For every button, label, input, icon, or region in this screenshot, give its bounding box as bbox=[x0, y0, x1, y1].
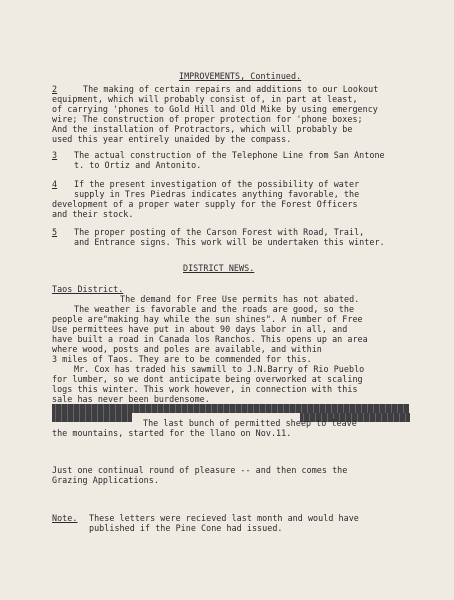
news-line-3: people are"making hay while the sun shines". A number of Free bbox=[52, 314, 363, 324]
item-5-line-1: The proper posting of the Carson Forest with Road, Trail, bbox=[74, 227, 365, 237]
sheep-line-2: the mountains, started for the llano on Nov.11. bbox=[52, 428, 292, 438]
item-4-line-4: and their stock. bbox=[52, 209, 134, 219]
improvements-heading: IMPROVEMENTS, Continued. bbox=[179, 71, 302, 81]
item-4-number: 4 bbox=[52, 179, 58, 189]
item-2-line-5: And the installation of Protractors, which will probably be bbox=[52, 124, 353, 134]
item-3-line-2: t. to Ortiz and Antonito. bbox=[74, 160, 202, 170]
item-4-line-1: If the present investigation of the possibility of water bbox=[74, 179, 360, 189]
item-2-line-3: of carrying 'phones to Gold Hill and Old Mike by using emergency bbox=[52, 104, 378, 114]
redacted-line-1 bbox=[52, 404, 409, 413]
item-4-line-3: development of a proper water supply for the Forest Officers bbox=[52, 199, 358, 209]
news-line-9: for lumber, so we dont anticipate being overworked at scaling bbox=[52, 374, 363, 384]
news-line-1: The demand for Free Use permits has not abated. bbox=[120, 294, 360, 304]
news-line-8: Mr. Cox has traded his sawmill to J.N.Barry of Rio Pueblo bbox=[74, 364, 365, 374]
district-news-heading: DISTRICT NEWS. bbox=[183, 263, 255, 273]
redacted-line-2a bbox=[52, 413, 132, 422]
news-line-10: logs this winter. This work however, in connection with this bbox=[52, 384, 358, 394]
item-3-number: 3 bbox=[52, 150, 58, 160]
news-line-11: sale has never been burdensome. bbox=[52, 394, 210, 404]
item-2-line-2: equipment, which will probably consist of, in part at least, bbox=[52, 94, 358, 104]
closing-line-2: Grazing Applications. bbox=[52, 475, 159, 485]
item-3-line-1: The actual construction of the Telephone Line from San Antone bbox=[74, 150, 385, 160]
item-2-number: 2 bbox=[52, 84, 58, 94]
closing-line-1: Just one continual round of pleasure -- and then comes the bbox=[52, 465, 348, 475]
item-5-line-2: and Entrance signs. This work will be undertaken this winter. bbox=[74, 237, 385, 247]
note-line-2: published if the Pine Cone had issued. bbox=[89, 523, 283, 533]
note-line-1: These letters were recieved last month and would have bbox=[89, 513, 359, 523]
news-line-7: 3 miles of Taos. They are to be commended for this. bbox=[52, 354, 312, 364]
taos-district-subheading: Taos District. bbox=[52, 284, 124, 294]
item-2-line-6: used this year entirely unaided by the compass. bbox=[52, 134, 292, 144]
item-4-line-2: supply in Tres Piedras indicates anything favorable, the bbox=[74, 189, 360, 199]
sheep-line-1: The last bunch of permitted sheep to leave bbox=[143, 418, 357, 428]
note-label: Note. bbox=[52, 513, 78, 523]
item-2-line-4: wire; The construction of proper protection for 'phone boxes; bbox=[52, 114, 363, 124]
news-line-4: Use permittees have put in about 90 days labor in all, and bbox=[52, 324, 348, 334]
news-line-6: where wood, posts and poles are available, and within bbox=[52, 344, 322, 354]
item-5-number: 5 bbox=[52, 227, 58, 237]
news-line-2: The weather is favorable and the roads are good, so the bbox=[74, 304, 355, 314]
item-2-line-1: The making of certain repairs and additions to our Lookout bbox=[83, 84, 379, 94]
news-line-5: have built a road in Canada los Ranchos. This opens up an area bbox=[52, 334, 368, 344]
